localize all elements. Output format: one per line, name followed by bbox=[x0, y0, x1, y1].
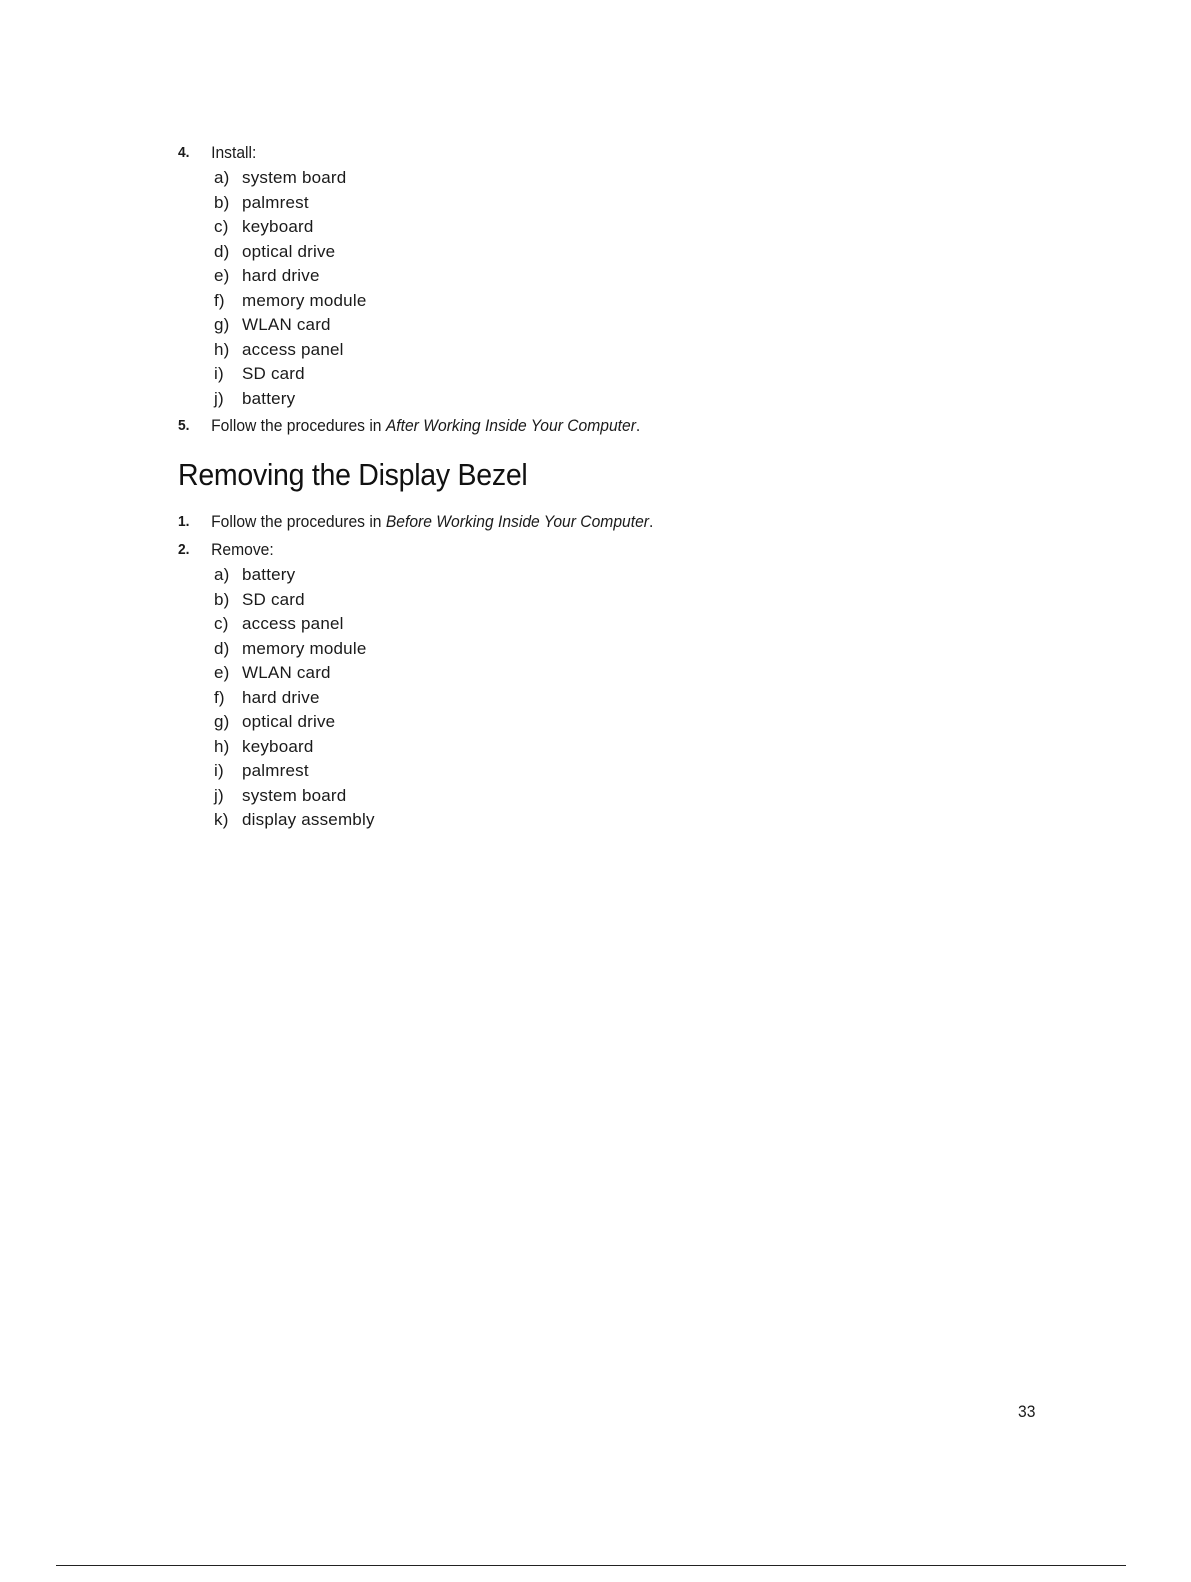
list-item: i) palmrest bbox=[214, 761, 309, 780]
list-item: e) WLAN card bbox=[214, 663, 331, 682]
step-number: 2. bbox=[178, 541, 190, 558]
list-item: c) keyboard bbox=[214, 217, 314, 236]
step-number: 4. bbox=[178, 144, 190, 161]
step-number: 5. bbox=[178, 417, 190, 434]
list-item: g) WLAN card bbox=[214, 315, 331, 334]
list-item: e) hard drive bbox=[214, 266, 320, 285]
list-item: b) palmrest bbox=[214, 192, 309, 212]
list-item: d) optical drive bbox=[214, 241, 336, 261]
step-text: Follow the procedures in After Working Inside Your Computer. bbox=[211, 416, 641, 435]
list-item: j) battery bbox=[214, 388, 296, 408]
cross-reference-link: Before Working Inside Your Computer bbox=[385, 512, 649, 531]
step-2 bbox=[178, 537, 1006, 563]
list-item: a) system board bbox=[214, 168, 347, 187]
list-item: i) SD card bbox=[214, 364, 305, 383]
section-heading: Removing the Display Bezel bbox=[178, 457, 528, 492]
list-item: g) optical drive bbox=[214, 712, 336, 731]
step-text: Remove: bbox=[211, 540, 274, 559]
footer-divider bbox=[56, 1565, 1126, 1566]
page-number: 33 bbox=[1018, 1402, 1036, 1421]
list-item: b) SD card bbox=[214, 589, 305, 609]
list-item: c) access panel bbox=[214, 614, 344, 633]
step-1 bbox=[178, 509, 1006, 535]
list-item: h) keyboard bbox=[214, 736, 314, 756]
list-item: j) system board bbox=[214, 785, 347, 805]
step-text: Install: bbox=[211, 143, 257, 162]
list-item: d) memory module bbox=[214, 638, 367, 658]
list-item: a) battery bbox=[214, 565, 296, 584]
list-item: k) display assembly bbox=[214, 810, 375, 829]
remove-list bbox=[214, 563, 1078, 833]
step-number: 1. bbox=[178, 513, 190, 530]
list-item: f) hard drive bbox=[214, 687, 320, 707]
list-item: h) access panel bbox=[214, 339, 344, 359]
step-5 bbox=[178, 413, 1006, 439]
step-4 bbox=[178, 140, 1006, 166]
step-text: Follow the procedures in Before Working Inside Your Computer. bbox=[211, 512, 654, 531]
cross-reference-link: After Working Inside Your Computer bbox=[385, 416, 636, 435]
install-list bbox=[214, 166, 1078, 411]
page-content bbox=[178, 140, 1078, 833]
list-item: f) memory module bbox=[214, 290, 367, 310]
